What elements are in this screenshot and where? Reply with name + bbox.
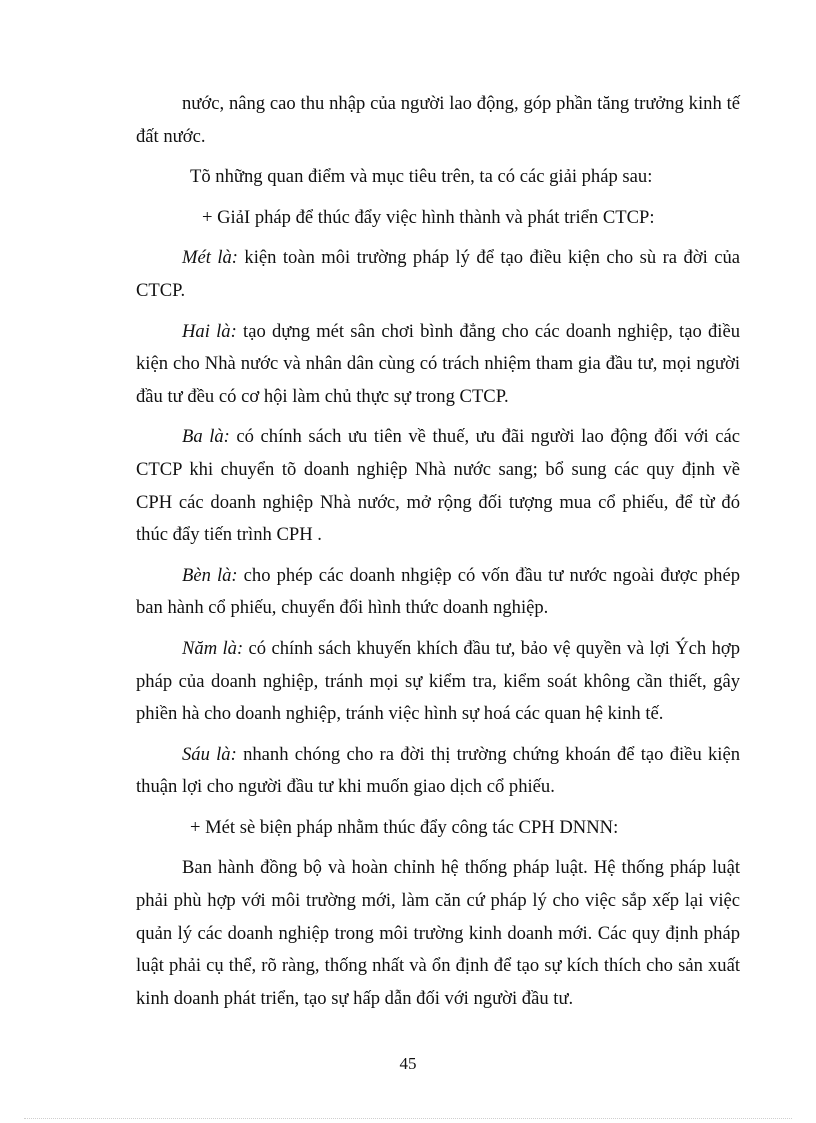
paragraph-lead: Ba là: — [182, 426, 230, 448]
paragraph-text: có chính sách khuyến khích đầu tư, bảo vệ quyền và lợi Ých hợp pháp của doanh nghiệp, tránh mọi sự kiểm tra, kiểm soát không cần thiết, gây phiền hà cho doanh nghiệp, tránh việc hình sự hoá các quan hệ kinh tế. — [136, 637, 740, 725]
paragraph-lead: Sáu là: — [182, 743, 237, 765]
paragraph-text: Ban hành đồng bộ và hoàn chỉnh hệ thống pháp luật. Hệ thống pháp luật phải phù hợp với môi trường mới, làm căn cứ pháp lý cho việc sắp xếp lại việc quản lý các doanh nghiệp trong môi trường kinh doanh mới. Các quy định pháp luật phải cụ thể, rõ ràng, thống nhất và ổn định để tạo sự kích thích cho sản xuất kinh doanh phát triển, tạo sự hấp dẫn đối với người đầu tư. — [136, 857, 740, 1009]
paragraph-text: nhanh chóng cho ra đời thị trường chứng khoán để tạo điều kiện thuận lợi cho người đầu tư khi muốn giao dịch cổ phiếu. — [136, 743, 741, 798]
section-heading-measures — [136, 812, 740, 845]
paragraph-text: + Mét sè biện pháp nhằm thúc đẩy công tác CPH DNNN: — [190, 816, 619, 838]
paragraph-text: Tõ những quan điểm và mục tiêu trên, ta có các giải pháp sau: — [190, 166, 653, 188]
paragraph-text: cho phép các doanh nhgiệp có vốn đầu tư nước ngoài được phép ban hành cổ phiếu, chuyển đổi hình thức doanh nghiệp. — [136, 564, 740, 619]
paragraph-solution-6 — [136, 739, 740, 804]
paragraph-text: nước, nâng cao thu nhập của người lao động, góp phần tăng trưởng kinh tế đất nước. — [136, 93, 740, 147]
page-bottom-divider — [24, 1118, 792, 1119]
paragraph-solution-1 — [136, 242, 740, 307]
page-number: 45 — [399, 1054, 417, 1073]
paragraph-legal-system — [136, 852, 740, 1015]
paragraph-text: kiện toàn môi trường pháp lý để tạo điều kiện cho sù ra đời của CTCP. — [136, 247, 741, 301]
body-text — [136, 88, 740, 1023]
paragraph-lead: Mét là: — [182, 247, 238, 269]
section-heading-solutions — [136, 202, 740, 235]
paragraph-lead: Năm là: — [182, 637, 244, 659]
paragraph-text: tạo dựng mét sân chơi bình đẳng cho các doanh nghiệp, tạo điều kiện cho Nhà nước và nhân dân cùng có trách nhiệm tham gia đầu tư, mọi người đầu tư đều có cơ hội làm chủ thực sự trong CTCP. — [136, 320, 740, 407]
paragraph-text: có chính sách ưu tiên về thuế, ưu đãi người lao động đối với các CTCP khi chuyển tõ doanh nghiệp Nhà nước sang; bổ sung các quy định về CPH các doanh nghiệp Nhà nước, mở rộng đối tượng mua cổ phiếu, để từ đó thúc đẩy tiến trình CPH . — [136, 426, 740, 546]
paragraph-text: + GiảI pháp để thúc đẩy việc hình thành và phát triển CTCP: — [202, 206, 655, 228]
paragraph-lead: Bèn là: — [182, 564, 238, 586]
paragraph-solution-2 — [136, 316, 740, 414]
paragraph-solution-4 — [136, 560, 740, 625]
paragraph-solution-5 — [136, 633, 740, 731]
paragraph-intro — [136, 161, 740, 194]
paragraph-solution-3 — [136, 421, 740, 551]
paragraph-lead: Hai là: — [182, 320, 237, 342]
paragraph-continuation — [136, 88, 740, 153]
